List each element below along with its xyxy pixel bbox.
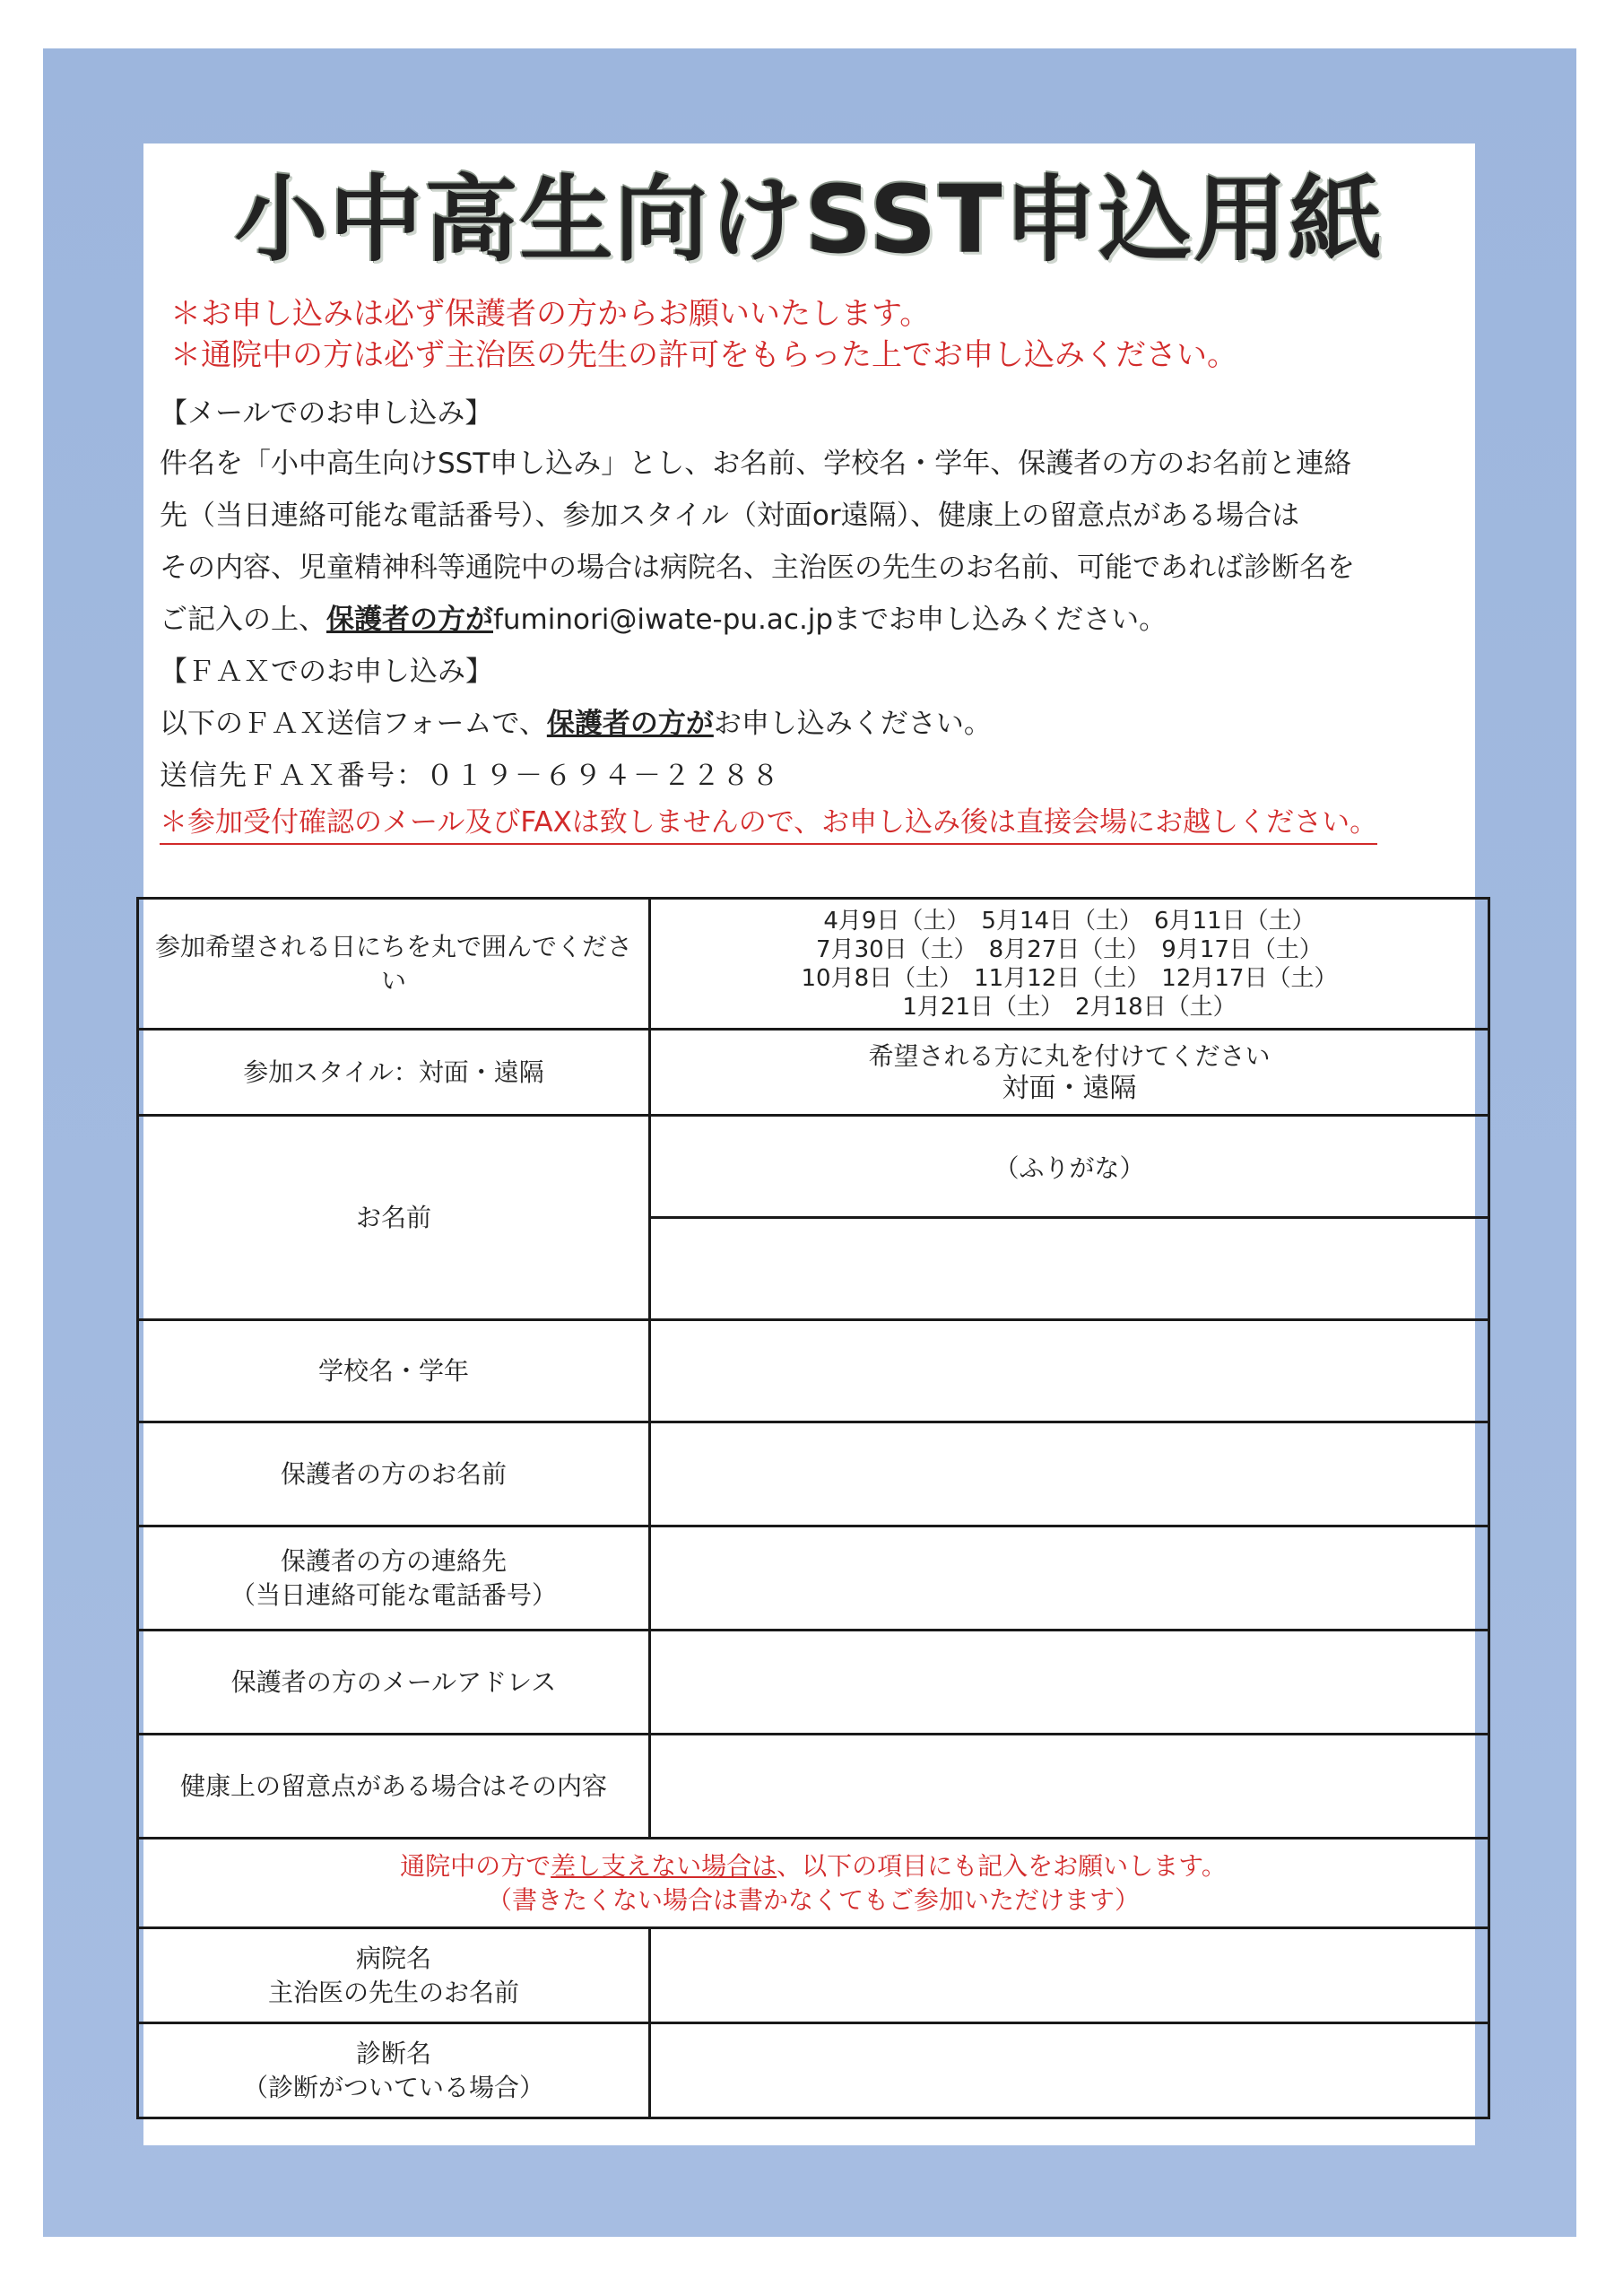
diagnosis-sub: （診断がついている場合）: [242, 2072, 544, 2102]
diagnosis-label: 診断名: [355, 2038, 431, 2068]
guardian-contact-label-cell: [138, 1526, 650, 1631]
hospital-note: [148, 1849, 1479, 1883]
guardian-name-label: 保護者の方のお名前: [138, 1422, 650, 1526]
row-health: [138, 1735, 1489, 1839]
hospital-note-sub: （書きたくない場合は書かなくてもご参加いただけます）: [486, 1884, 1140, 1915]
row-guardian-email: [138, 1631, 1489, 1735]
guardian-contact-field[interactable]: [650, 1526, 1489, 1631]
red-note: ＊参加受付確認のメール及びFAXは致しませんので、お申し込み後は直接会場にお越しください。: [160, 802, 1377, 845]
name-field[interactable]: [650, 1218, 1489, 1320]
guardian-contact-sub: （当日連絡可能な電話番号）: [230, 1579, 557, 1610]
diagnosis-label-cell: [138, 2023, 650, 2118]
email-line-1: 件名を「小中高生向けSST申し込み」とし、お名前、学校名・学年、保護者の方のお名前と連絡: [160, 448, 1352, 480]
dates-line-3: 10月8日（土） 11月12日（土） 12月17日（土）: [801, 964, 1338, 992]
furigana-label: （ふりがな）: [994, 1152, 1145, 1183]
hospital-note-b: 、以下の項目にも記入をお願いします。: [777, 1850, 1227, 1881]
guardian-name-field[interactable]: [650, 1422, 1489, 1526]
hospital-note-cell: [138, 1839, 1489, 1928]
dates-cell[interactable]: [650, 899, 1489, 1030]
row-dates: [138, 899, 1489, 1030]
name-label: お名前: [138, 1116, 650, 1320]
guardian-email-field[interactable]: [650, 1631, 1489, 1735]
email-line-3: その内容、児童精神科等通院中の場合は病院名、主治医の先生のお名前、可能であれば診断名を: [160, 552, 1355, 584]
email-address-text: fuminori@iwate-pu.ac.jpまでお申し込みください。: [493, 604, 1167, 636]
school-label: 学校名・学年: [138, 1320, 650, 1422]
notice-doctor: ＊通院中の方は必ず主治医の先生の許可をもらった上でお申し込みください。: [170, 337, 1237, 373]
row-style: [138, 1030, 1489, 1116]
email-guardian-emph: 保護者の方が: [326, 604, 493, 636]
furigana-field[interactable]: [650, 1116, 1489, 1218]
fax-line-prefix: 以下のＦＡＸ送信フォームで、: [160, 708, 547, 740]
fax-heading: 【ＦＡＸでのお申し込み】: [160, 656, 493, 688]
fax-line: [160, 698, 992, 750]
email-line-2: 先（当日連絡可能な電話番号）、参加スタイル（対面or遠隔）、健康上の留意点がある場合は: [160, 500, 1300, 532]
health-label: 健康上の留意点がある場合はその内容: [138, 1735, 650, 1839]
row-school: [138, 1320, 1489, 1422]
hospital-label: 病院名: [355, 1943, 431, 1973]
row-furigana: [138, 1116, 1489, 1218]
doctor-label: 主治医の先生のお名前: [267, 1977, 519, 2007]
health-field[interactable]: [650, 1735, 1489, 1839]
row-guardian-contact: [138, 1526, 1489, 1631]
application-form-table: [136, 897, 1490, 2119]
fax-line-suffix: お申し込みください。: [713, 708, 992, 740]
fax-guardian-emph: 保護者の方が: [546, 708, 714, 740]
diagnosis-field[interactable]: [650, 2023, 1489, 2118]
style-label: 参加スタイル：対面・遠隔: [138, 1030, 650, 1116]
row-hospital-note: [138, 1839, 1489, 1928]
row-hospital: [138, 1928, 1489, 2023]
notice-guardian: ＊お申し込みは必ず保護者の方からお願いいたします。: [170, 296, 931, 332]
dates-label: 参加希望される日にちを丸で囲んでください: [138, 899, 650, 1030]
guardian-email-label: 保護者の方のメールアドレス: [138, 1631, 650, 1735]
row-diagnosis: [138, 2023, 1489, 2118]
hospital-label-cell: [138, 1928, 650, 2023]
style-cell[interactable]: [650, 1030, 1489, 1116]
page-title: 小中高生向けSST申込用紙: [234, 165, 1384, 274]
dates-line-2: 7月30日（土） 8月27日（土） 9月17日（土）: [816, 935, 1323, 963]
guardian-contact-label: 保護者の方の連絡先: [280, 1545, 507, 1576]
hospital-note-underlined: 差し支えない場合は: [551, 1850, 777, 1881]
hospital-note-a: 通院中の方で: [400, 1850, 551, 1881]
style-options: 対面・遠隔: [1002, 1072, 1137, 1104]
email-line-prefix: ご記入の上、: [160, 604, 326, 636]
email-heading: 【メールでのお申し込み】: [160, 397, 493, 430]
dates-line-4: 1月21日（土） 2月18日（土）: [902, 993, 1237, 1021]
row-guardian-name: [138, 1422, 1489, 1526]
dates-line-1: 4月9日（土） 5月14日（土） 6月11日（土）: [823, 907, 1315, 935]
email-line-4: [160, 594, 1167, 646]
hospital-field[interactable]: [650, 1928, 1489, 2023]
school-field[interactable]: [650, 1320, 1489, 1422]
style-hint: 希望される方に丸を付けてください: [868, 1040, 1271, 1071]
fax-number: 送信先ＦＡＸ番号：０１９－６９４－２２８８: [160, 760, 781, 792]
